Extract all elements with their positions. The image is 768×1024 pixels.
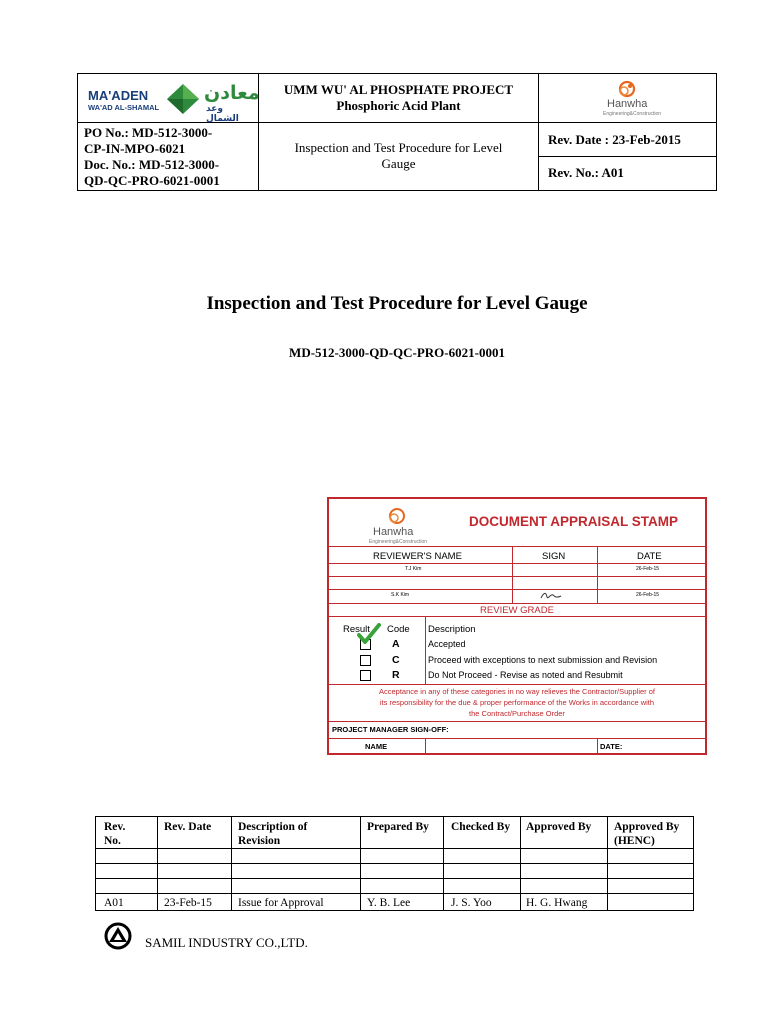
hanwha-logo-text: Hanwha	[607, 98, 648, 110]
grade-code: A	[392, 638, 400, 650]
pm-date-label: DATE:	[600, 742, 623, 751]
reviewer-name: S.K Kim	[391, 592, 410, 598]
hanwha-logo-sub: Engineering&Construction	[603, 111, 662, 117]
cell-rev-date: 23-Feb-15	[164, 897, 212, 909]
stamp-disclaimer-line1: Acceptance in any of these categories in no way relieves the Contractor/Supplier of	[379, 687, 655, 696]
maaden-logo-subtext: WA'AD AL-SHAMAL	[88, 103, 160, 112]
pm-name-label: NAME	[365, 742, 388, 751]
hanwha-flame-icon	[386, 506, 408, 526]
doc-number-line2: QD-QC-PRO-6021-0001	[84, 173, 220, 188]
maaden-logo-text: MA'ADEN	[88, 88, 149, 103]
doc-title-line1: Inspection and Test Procedure for Level	[294, 140, 503, 155]
hanwha-flame-icon	[617, 79, 637, 99]
footer-company-name: SAMIL INDUSTRY CO.,LTD.	[145, 935, 308, 950]
po-number-line2: CP-IN-MPO-6021	[84, 141, 186, 156]
grade-code: C	[392, 654, 400, 666]
cell-description: Issue for Approval	[238, 897, 324, 909]
reviewer-date: 26-Feb-15	[636, 592, 660, 598]
grade-description: Proceed with exceptions to next submission and Revision	[428, 655, 658, 665]
grade-description: Accepted	[428, 639, 466, 649]
rev-date: Rev. Date : 23-Feb-2015	[548, 132, 681, 147]
grade-col-code: Code	[387, 624, 410, 635]
grade-description: Do Not Proceed - Revise as noted and Resubmit	[428, 670, 623, 680]
stamp-col-sign: SIGN	[542, 551, 566, 562]
revision-table	[95, 816, 694, 911]
cell-checked-by: J. S. Yoo	[451, 897, 492, 909]
header-table	[77, 73, 717, 191]
col-header-approved-by: Approved By	[526, 821, 592, 833]
stamp-logo-sub: Engineering&Construction	[369, 539, 428, 545]
grade-code: R	[392, 669, 400, 681]
document-number: MD-512-3000-QD-QC-PRO-6021-0001	[289, 345, 505, 360]
reviewer-name: T.J Kim	[405, 566, 422, 572]
cell-prepared-by: Y. B. Lee	[367, 897, 411, 909]
grade-col-description: Description	[428, 624, 476, 635]
col-header-prepared-by: Prepared By	[367, 821, 429, 833]
stamp-disclaimer-line3: the Contract/Purchase Order	[469, 709, 565, 718]
stamp-disclaimer-line2: its responsibility for the due & proper performance of the Works in accordance with	[379, 698, 655, 707]
maaden-logo	[86, 80, 260, 124]
stamp-title: DOCUMENT APPRAISAL STAMP	[469, 514, 679, 529]
project-subtitle: Phosphoric Acid Plant	[336, 98, 461, 113]
review-grade-label: REVIEW GRADE	[480, 605, 554, 616]
col-header-description: Description of Revision	[238, 821, 308, 847]
project-title: UMM WU' AL PHOSPHATE PROJECT	[283, 82, 514, 97]
hanwha-logo	[539, 76, 716, 122]
stamp-col-date: DATE	[637, 551, 662, 562]
stamp-col-reviewer: REVIEWER'S NAME	[373, 551, 462, 562]
col-header-checked-by: Checked By	[451, 821, 511, 833]
col-header-rev-no: Rev. No.	[104, 821, 126, 847]
grade-c-checkbox[interactable]	[360, 655, 371, 666]
reviewer-date: 26-Feb-15	[636, 566, 660, 572]
pm-signoff-label: PROJECT MANAGER SIGN-OFF:	[332, 725, 449, 734]
samil-logo-icon	[103, 922, 133, 950]
document-title: Inspection and Test Procedure for Level Gauge	[206, 293, 588, 314]
stamp-logo-text: Hanwha	[373, 526, 414, 538]
doc-title-line2: Gauge	[381, 156, 416, 171]
cell-approved-by: H. G. Hwang	[526, 897, 588, 909]
grade-r-checkbox[interactable]	[360, 670, 371, 681]
signature-mark	[539, 591, 565, 601]
col-header-approved-by-henc: Approved By (HENC)	[614, 821, 680, 847]
grade-col-result: Result	[343, 624, 370, 635]
col-header-rev-date: Rev. Date	[164, 821, 212, 833]
po-number-line1: PO No.: MD-512-3000-	[84, 125, 213, 140]
document-appraisal-stamp	[327, 497, 707, 755]
cell-rev-no: A01	[104, 897, 124, 909]
maaden-logo-arabic-sub: وعد الشمال	[206, 104, 239, 124]
checkmark-icon	[357, 623, 381, 645]
doc-number-line1: Doc. No.: MD-512-3000-	[84, 157, 220, 172]
maaden-logo-arabic: معادن	[204, 82, 260, 104]
rev-number: Rev. No.: A01	[548, 165, 624, 180]
